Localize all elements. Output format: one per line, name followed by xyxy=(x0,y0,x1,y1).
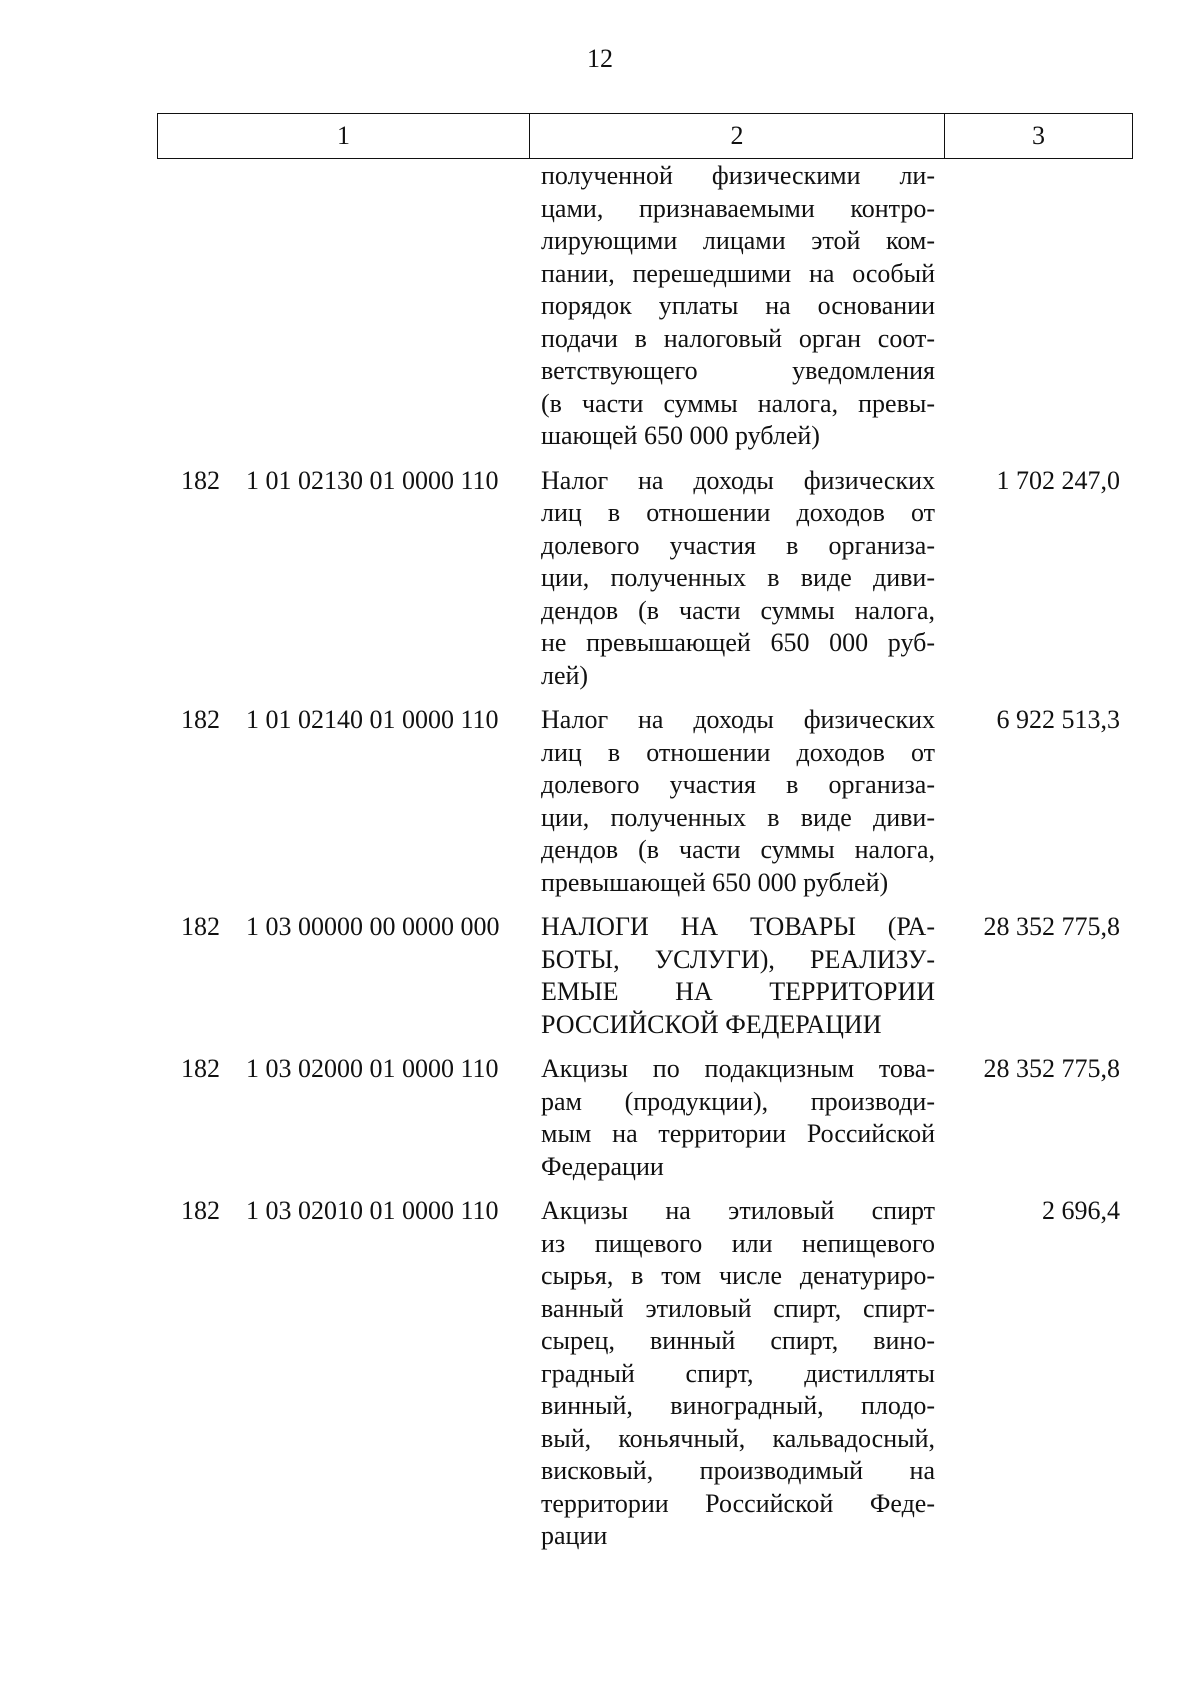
header-cell-2: 2 xyxy=(530,114,945,158)
admin-code: 182 xyxy=(181,912,220,941)
description-line: Акцизы по подакцизным това- xyxy=(541,1054,935,1083)
description-line: превышающей 650 000 рублей) xyxy=(541,867,889,897)
description-line: ции, полученных в виде диви- xyxy=(541,563,935,592)
budget-classification-code: 1 03 02010 01 0000 110 xyxy=(246,1196,499,1225)
description-line: подачи в налоговый орган соот- xyxy=(541,323,935,353)
description-line: долевого участия в организа- xyxy=(541,530,935,560)
description-line: лей) xyxy=(541,660,589,690)
description-line: ванный этиловый спирт, спирт- xyxy=(541,1293,935,1323)
description-line: рации xyxy=(541,1521,608,1550)
income-description xyxy=(541,1195,935,1553)
description-line: не превышающей 650 000 руб- xyxy=(541,628,935,657)
income-description xyxy=(541,704,935,899)
table-row xyxy=(0,911,1200,1041)
description-line: РОССИЙСКОЙ ФЕДЕРАЦИИ xyxy=(541,1009,882,1039)
description-line: Налог на доходы физических xyxy=(541,705,935,734)
description-line: лирующими лицами этой ком- xyxy=(541,226,935,255)
description-line: цами, признаваемыми контро- xyxy=(541,193,935,223)
budget-classification-code: 1 03 00000 00 0000 000 xyxy=(246,912,500,941)
table-row xyxy=(0,160,1200,453)
description-line: полученной физическими ли- xyxy=(541,161,935,190)
description-line: мым на территории Российской xyxy=(541,1119,935,1148)
description-line: ветствующего уведомления xyxy=(541,356,935,385)
description-line: дендов (в части суммы налога, xyxy=(541,595,935,625)
table-row xyxy=(0,1195,1200,1553)
table-body xyxy=(0,160,1200,1565)
description-line: пании, перешедшими на особый xyxy=(541,258,935,288)
description-line: дендов (в части суммы налога, xyxy=(541,835,935,864)
description-line: шающей 650 000 рублей) xyxy=(541,421,820,450)
description-line: долевого участия в организа- xyxy=(541,770,935,799)
description-line: НАЛОГИ НА ТОВАРЫ (РА- xyxy=(541,912,935,941)
description-line: вый, коньячный, кальвадосный, xyxy=(541,1423,935,1453)
table-row xyxy=(0,1053,1200,1183)
admin-code: 182 xyxy=(181,1054,220,1083)
page-number: 12 xyxy=(587,44,613,73)
description-line: Федерации xyxy=(541,1151,664,1181)
income-description xyxy=(541,160,935,453)
header-cell-1: 1 xyxy=(158,114,530,158)
budget-classification-code: 1 01 02130 01 0000 110 xyxy=(246,465,499,495)
income-description xyxy=(541,465,935,693)
description-line: Акцизы на этиловый спирт xyxy=(541,1196,935,1225)
table-row xyxy=(0,465,1200,693)
header-cell-3: 3 xyxy=(1032,121,1045,150)
description-line: ЕМЫЕ НА ТЕРРИТОРИИ xyxy=(541,977,935,1006)
description-line: рам (продукции), производи- xyxy=(541,1086,935,1116)
admin-code: 182 xyxy=(181,465,220,495)
description-line: ции, полученных в виде диви- xyxy=(541,802,935,832)
amount: 28 352 775,8 xyxy=(983,1054,1120,1083)
income-description xyxy=(541,1053,935,1183)
description-line: Налог на доходы физических xyxy=(541,465,935,495)
description-line: лиц в отношении доходов от xyxy=(541,498,935,527)
description-line: градный спирт, дистилляты xyxy=(541,1358,935,1388)
description-line: территории Российской Феде- xyxy=(541,1488,935,1518)
income-description xyxy=(541,911,935,1041)
admin-code: 182 xyxy=(181,1196,220,1225)
table-row xyxy=(0,704,1200,899)
amount: 28 352 775,8 xyxy=(983,912,1120,941)
description-line: сырья, в том числе денатуриро- xyxy=(541,1261,935,1290)
amount: 1 702 247,0 xyxy=(996,465,1120,495)
budget-classification-code: 1 03 02000 01 0000 110 xyxy=(246,1054,499,1083)
admin-code: 182 xyxy=(181,705,220,734)
table-header xyxy=(157,113,1133,159)
description-line: (в части суммы налога, превы- xyxy=(541,388,935,418)
amount: 2 696,4 xyxy=(1042,1196,1120,1225)
budget-classification-code: 1 01 02140 01 0000 110 xyxy=(246,705,499,734)
amount: 6 922 513,3 xyxy=(996,705,1120,734)
description-line: порядок уплаты на основании xyxy=(541,291,935,320)
description-line: висковый, производимый на xyxy=(541,1456,935,1485)
description-line: сырец, винный спирт, вино- xyxy=(541,1326,935,1355)
description-line: БОТЫ, УСЛУГИ), РЕАЛИЗУ- xyxy=(541,944,935,974)
description-line: винный, виноградный, плодо- xyxy=(541,1391,935,1420)
description-line: из пищевого или непищевого xyxy=(541,1228,935,1258)
description-line: лиц в отношении доходов от xyxy=(541,737,935,767)
